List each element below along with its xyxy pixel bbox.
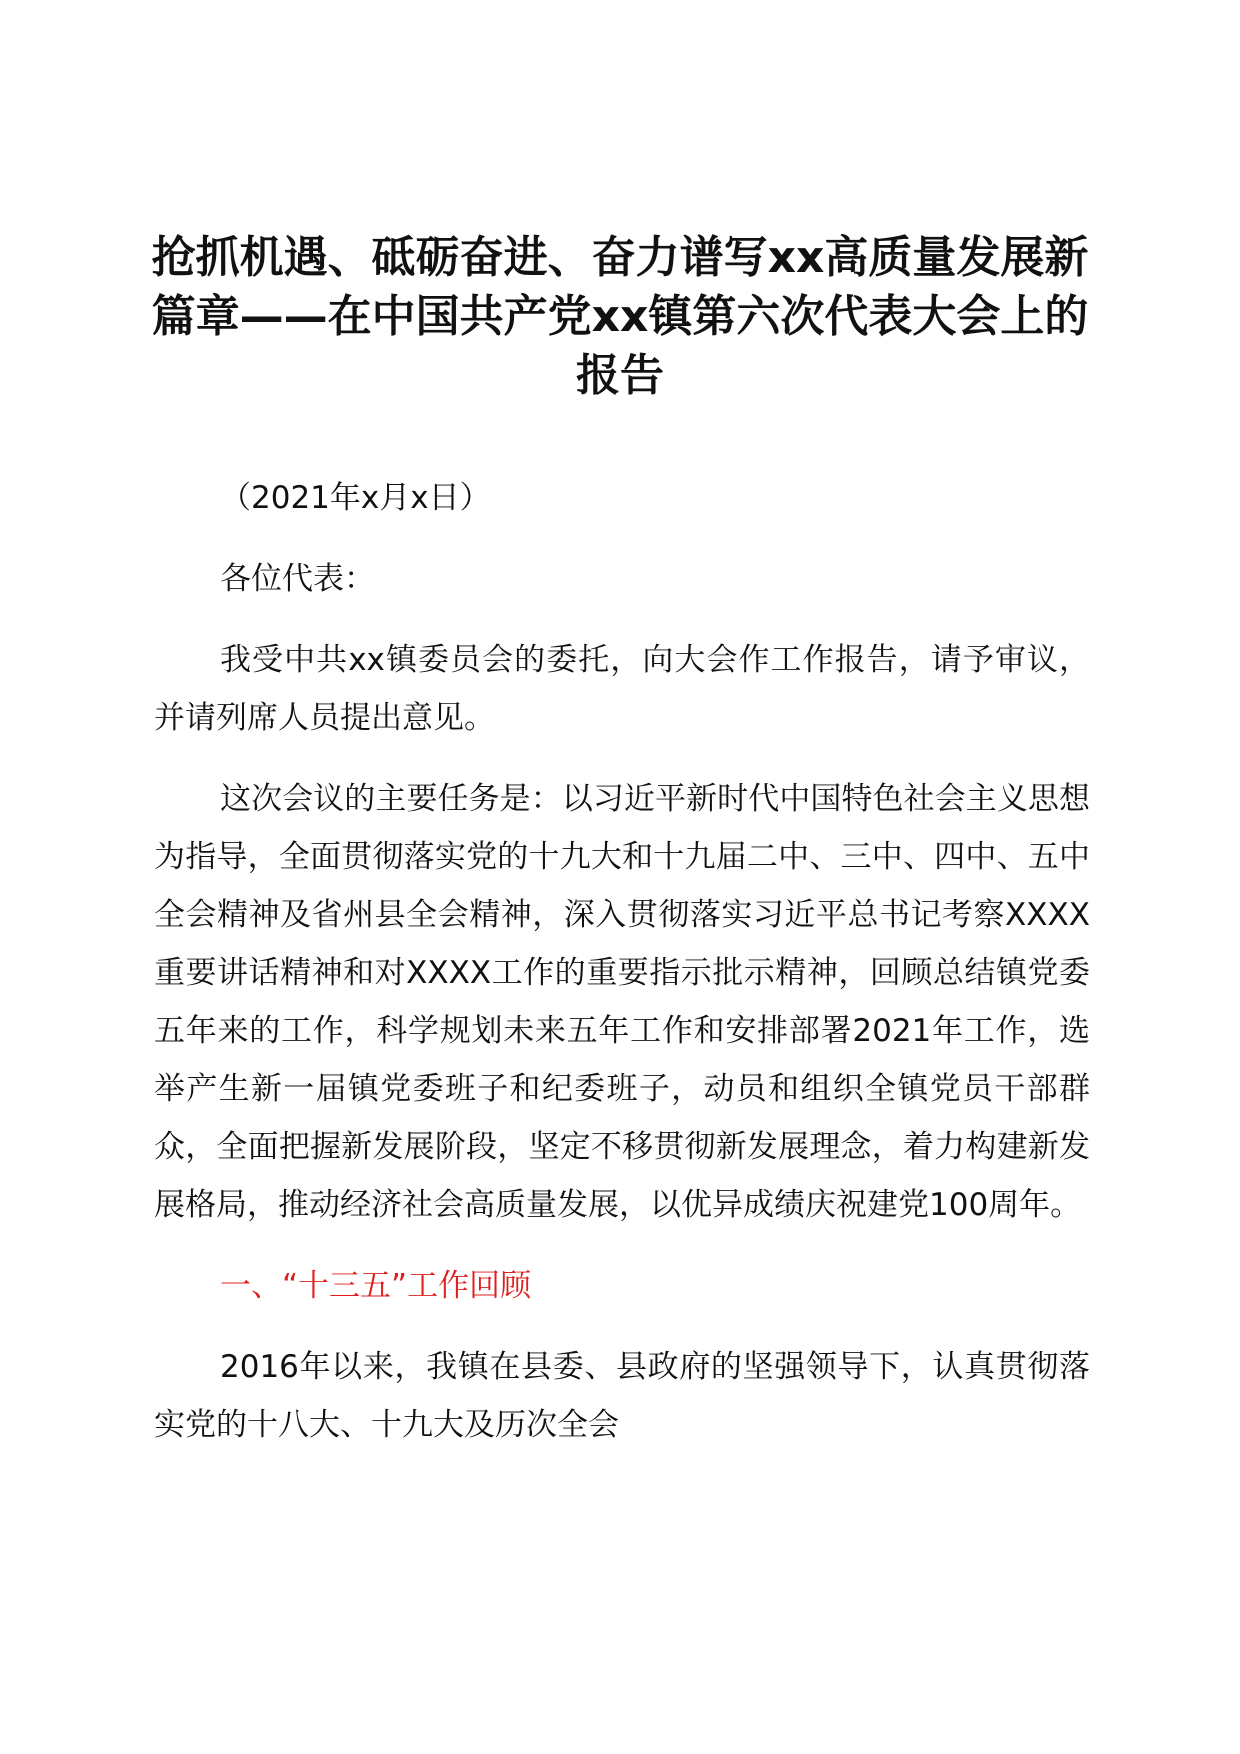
document-title: 抢抓机遇、砥砺奋进、奋力谱写xx高质量发展新篇章——在中国共产党xx镇第六次代表大会上的报告 (151, 232, 1089, 401)
section-heading: 一、“十三五”工作回顾 (220, 1268, 532, 1304)
paragraph-entrusted: 我受中共xx镇委员会的委托，向大会作工作报告，请予审议，并请列席人员提出意见。 (154, 642, 1090, 736)
document-body (154, 469, 1090, 1454)
paragraph-main-tasks: 这次会议的主要任务是：以习近平新时代中国特色社会主义思想为指导，全面贯彻落实党的十九大和十九届二中、三中、四中、五中全会精神及省州县全会精神，深入贯彻落实习近平总书记考察XXXX重要讲话精神和对XXXX工作的重要指示批示精神，回顾总结镇党委五年来的工作，科学规划未来五年工作和安排部署2021年工作，选举产生新一届镇党委班子和纪委班子，动员和组织全镇党员干部群众，全面把握新发展阶段，坚定不移贯彻新发展理念，着力构建新发展格局，推动经济社会高质量发展，以优异成绩庆祝建党100周年。 (154, 781, 1090, 1223)
section-paragraph: 2016年以来，我镇在县委、县政府的坚强领导下，认真贯彻落实党的十八大、十九大及历次全会 (154, 1349, 1090, 1443)
report-date: （2021年x月x日） (220, 480, 491, 516)
salutation: 各位代表： (220, 561, 375, 597)
